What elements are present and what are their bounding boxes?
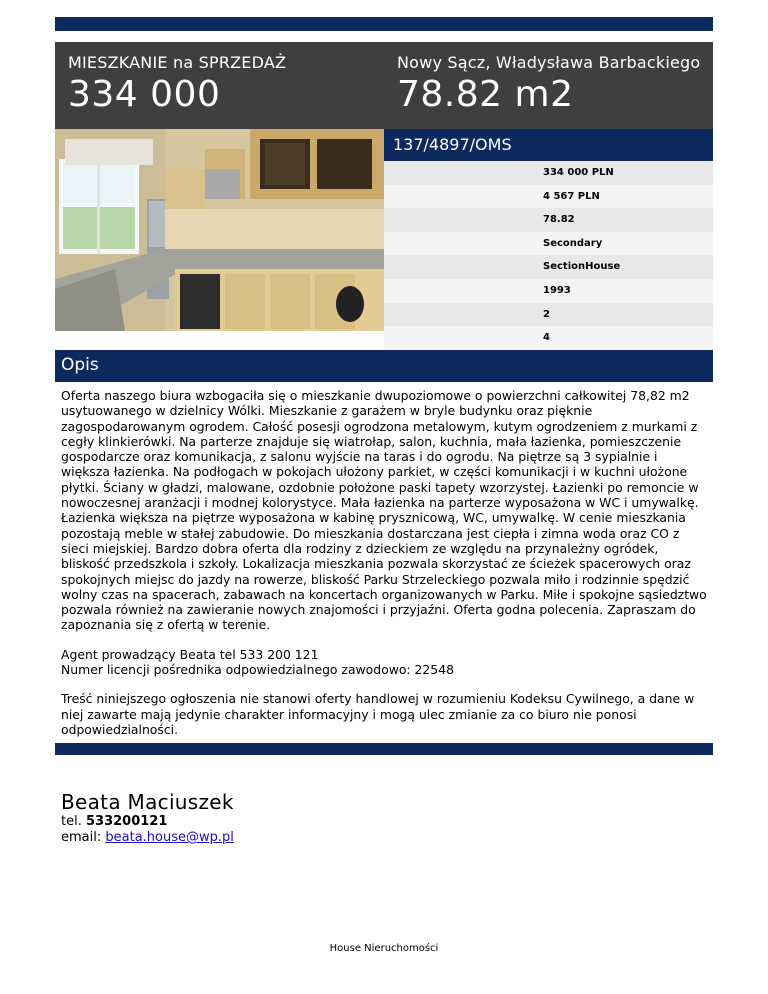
footer-company: House Nieruchomości [329, 943, 439, 954]
agent-phone: 533200121 [85, 814, 168, 829]
detail-value: 334 000 PLN [543, 167, 614, 178]
detail-row [384, 232, 713, 256]
detail-row [384, 326, 713, 350]
agent-info [61, 647, 707, 678]
agent-email-link[interactable]: beata.house@wp.pl [105, 830, 234, 845]
detail-row [384, 161, 713, 185]
detail-row [384, 303, 713, 327]
agent-contact-line: Agent prowadzący Beata tel 533 200 121 [61, 646, 319, 662]
listing-sheet [55, 17, 713, 755]
disclaimer: Treść niniejszego ogłoszenia nie stanowi oferty handlowej w rozumieniu Kodeksu Cywilnego, a dane w niej zawarte mają jedynie charakter informacyjny i mogą ulec zmianie za co biuro nie ponosi odpowiedzialności. [61, 691, 695, 737]
detail-row [384, 255, 713, 279]
kitchen-photo [55, 129, 384, 331]
detail-row [384, 279, 713, 303]
listing-type: MIESZKANIE na SPRZEDAŻ [68, 53, 287, 72]
email-label: email: [61, 830, 102, 845]
bottom-color-bar [55, 743, 713, 755]
detail-value: Secondary [543, 237, 603, 249]
listing-header [55, 42, 713, 129]
detail-row [384, 185, 713, 209]
detail-value: SectionHouse [543, 261, 621, 273]
phone-label: tel. [61, 814, 82, 829]
detail-row [384, 208, 713, 232]
description-section [55, 382, 713, 737]
listing-price: 334 000 [68, 74, 221, 115]
detail-value: 78.82 [543, 214, 575, 226]
agent-phone-line [61, 814, 234, 830]
description-heading: Opis [55, 350, 713, 382]
license-line: Numer licencji pośrednika odpowiedzialnego zawodowo: 22548 [61, 662, 454, 678]
header-left [55, 42, 384, 129]
listing-main [55, 129, 713, 350]
listing-location: Nowy Sącz, Władysława Barbackiego [397, 53, 701, 72]
header-right [384, 42, 713, 129]
detail-value: 4 [543, 332, 550, 344]
agent-email-line [61, 830, 234, 846]
reference-number: 137/4897/OMS [384, 129, 713, 161]
listing-area: 78.82 m2 [397, 74, 574, 115]
top-color-bar [55, 17, 713, 31]
detail-value: 4 567 PLN [543, 190, 600, 202]
description-body: Oferta naszego biura wzbogaciła się o mieszkanie dwupoziomowe o powierzchni całkowitej 78,82 m2 usytuowanego w dzielnicy Wólki. Mieszkanie z garażem w bryle budynku oraz pięknie zagospodarowanym ogrodem. Całość posesji ogrodzona metalowym, kutym ogrodzeniem z murkami z cegły klinkierówki. Na parterze znajduje się wiatrołap, salon, kuchnia, mała łazienka, pomieszczenie gospodarcze oraz komunikacja, z salonu wyjście na taras i do ogrodu. Na piętrze są 3 sypialnie i większa łazienka. Na podłogach w pokojach ułożony parkiet, w części komunikacji i w kuchni ułożone płytki. Ściany w gładzi, malowane, ozdobnie położone paski tapety wzorzystej. Łazienki po remoncie w nowoczesnej aranżacji i modnej kolorystyce. Mała łazienka na parterze wyposażona w WC i umywalkę. Łazienka większa na piętrze wyposażona w kabinę prysznicową, WC, umywalkę. W cenie mieszkania pozostają meble w stałej zabudowie. Do mieszkania dostarczana jest ciepła i zimna woda oraz CO z sieci miejskiej. Bardzo dobra oferta dla rodziny z dzieckiem ze względu na przynależny ogródek, bliskość przedszkola i szkoły. Lokalizacja mieszkania pozwala skorzystać ze ścieżek spacerowych oraz spokojnych miejsc do jazdy na rowerze, bliskość Parku Strzeleckiego pozwala miło i rodzinnie spędzić wolny czas na spacerach, zabawach na koncertach organizowanych w Parku. Miłe i spokojne sąsiedztwo pozwala również na zawieranie nowych znajomości i przyjaźni. Oferta godna polecenia. Zapraszam do zapoznania się z ofertą w terenie. [61, 388, 707, 633]
agent-name: Beata Maciuszek [61, 790, 234, 814]
agent-card [61, 790, 234, 846]
detail-value: 1993 [543, 284, 571, 296]
details-panel [384, 129, 713, 350]
detail-value: 2 [543, 308, 550, 320]
